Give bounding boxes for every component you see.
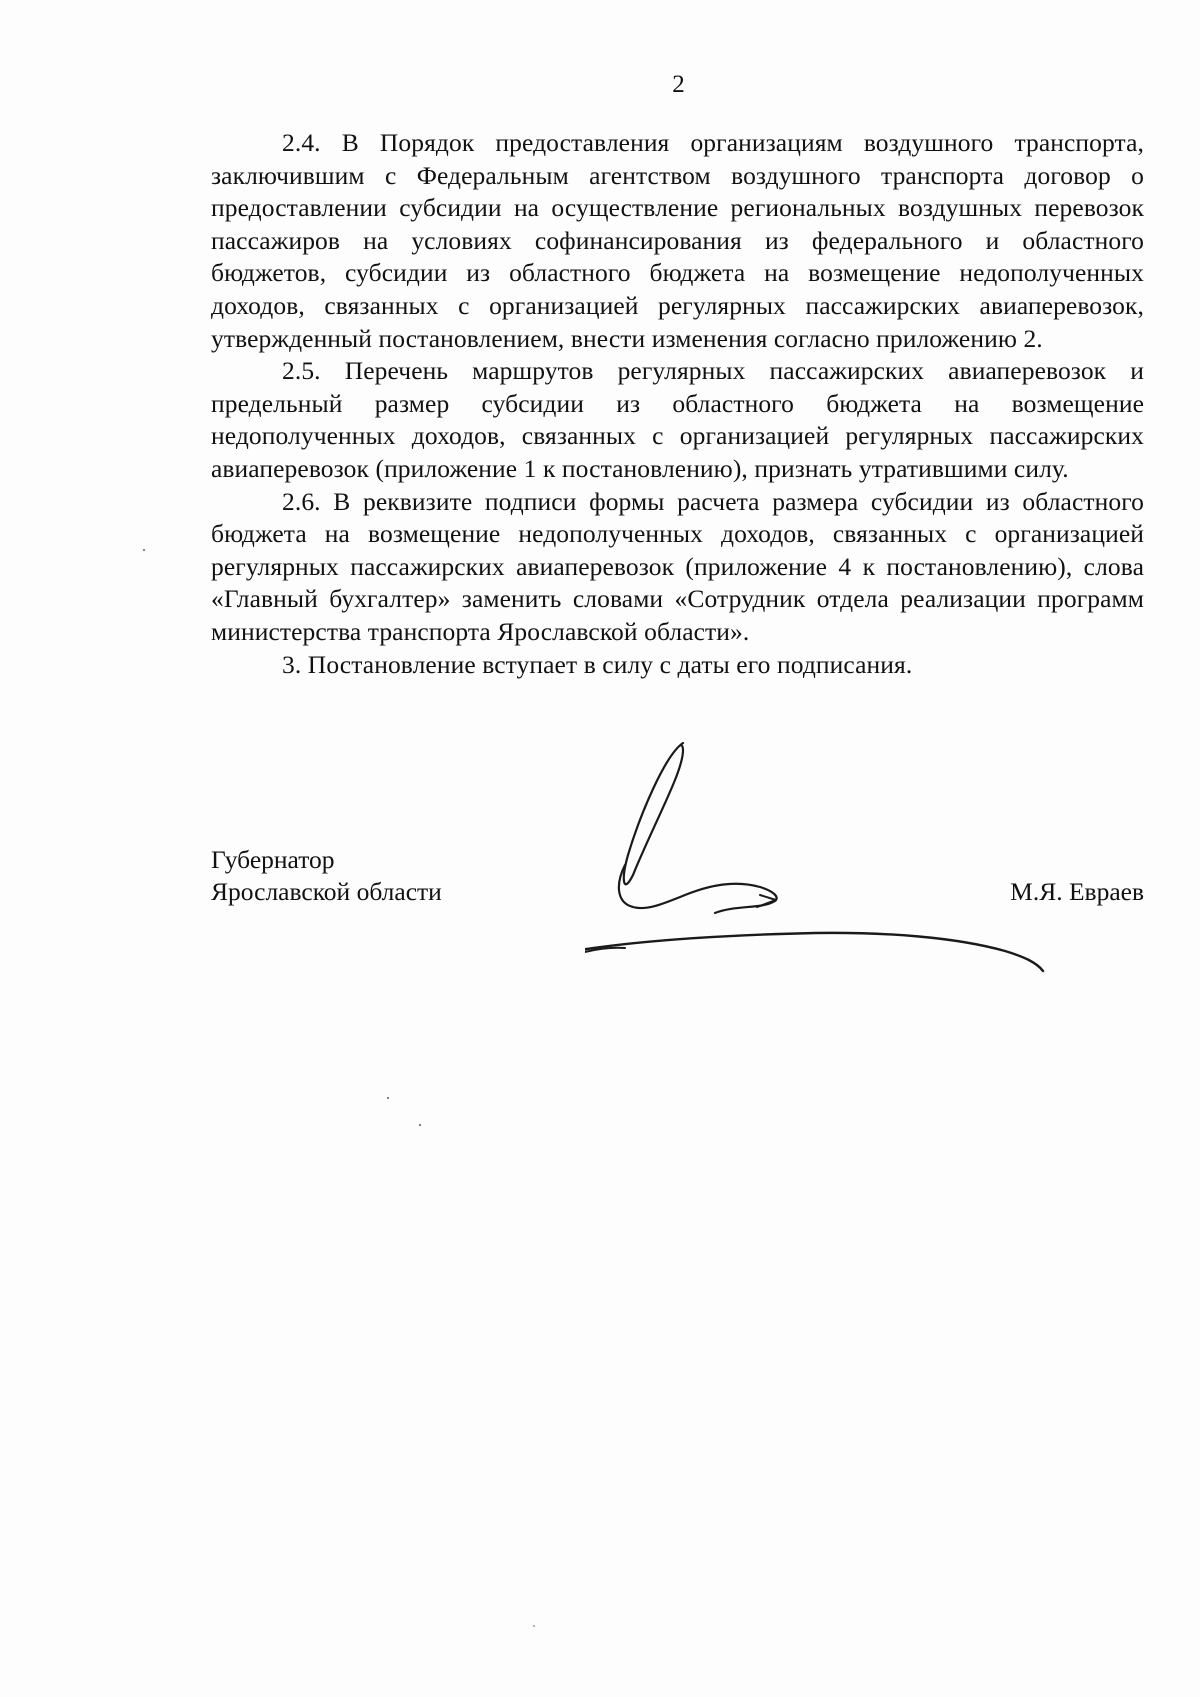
page-number: 2: [672, 71, 685, 98]
document-body: [211, 127, 1144, 681]
paragraph-2-5: 2.5. Перечень маршрутов регулярных пассажирских авиаперевозок и предельный размер субсидии из областного бюджета на возмещение недополученных доходов, связанных с организацией регулярных пассажирских авиаперевозок (приложение 1 к постановлению), признать утратившими силу.: [211, 356, 1144, 483]
handwritten-signature: [585, 735, 1075, 995]
signature-stroke-swoosh: [619, 865, 777, 913]
paragraph-3: 3. Постановление вступает в силу с даты его подписания.: [282, 649, 913, 679]
paragraph-2-4: 2.4. В Порядок предоставления организациям воздушного транспорта, заключившим с Федеральным агентством воздушного транспорта договор о предоставлении субсидии на осуществление региональных воздушных перевозок пассажиров на условиях софинансирования из федерального и областного бюджетов, субсидии из областного бюджета на возмещение недополученных доходов, связанных с организацией регулярных пассажирских авиаперевозок, утвержденный постановлением, внести изменения согласно приложению 2.: [211, 128, 1144, 353]
signature-stroke-underline: [585, 933, 1043, 971]
paragraph-2-6: 2.6. В реквизите подписи формы расчета размера субсидии из областного бюджета на возмещение недополученных доходов, связанных с организацией регулярных пассажирских авиаперевозок (приложение 4 к постановлению), слова «Главный бухгалтер» заменить словами «Сотрудник отдела реализации программ министерства транспорта Ярославской области».: [211, 486, 1144, 646]
signatory-title-line-2: Ярославской области: [211, 877, 442, 906]
signatory-title: [211, 844, 442, 908]
signatory-name: М.Я. Евраев: [1010, 877, 1144, 906]
signature-stroke-loop: [624, 743, 683, 884]
signatory-title-line-1: Губернатор: [211, 845, 335, 874]
